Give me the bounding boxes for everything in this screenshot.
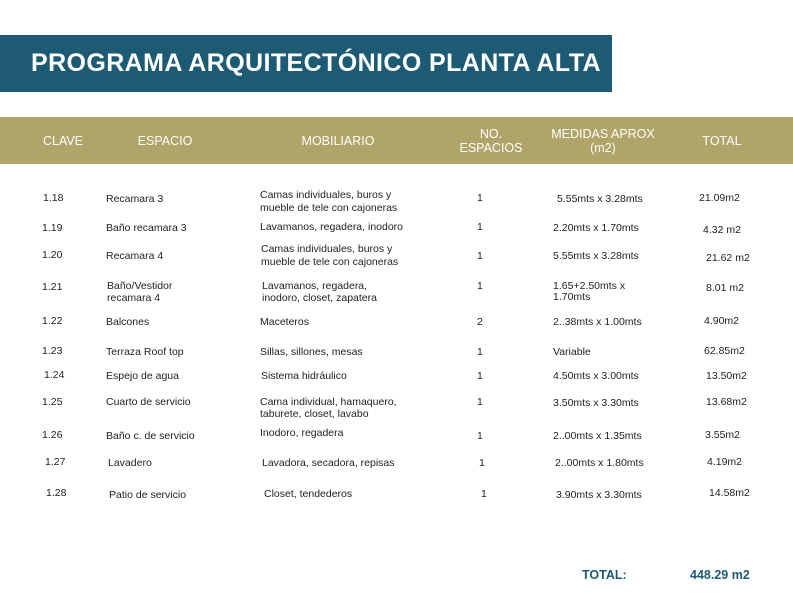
- row-mobiliario: mueble de tele con cajoneras: [261, 256, 399, 268]
- column-header-medidas-line2: (m2): [590, 140, 616, 155]
- row-no-espacios: 1: [477, 346, 483, 358]
- column-header-espacio: ESPACIO: [137, 133, 193, 148]
- column-header-no-espacios: [446, 117, 536, 164]
- row-medidas: 2..00mts x 1.35mts: [553, 430, 642, 442]
- row-mobiliario: Closet, tendederos: [264, 488, 353, 500]
- row-medidas: 5.55mts x 3.28mts: [557, 193, 643, 205]
- row-total: 3.55m2: [705, 429, 741, 441]
- row-espacio: Espejo de agua: [106, 370, 179, 382]
- row-no-espacios: 1: [477, 250, 483, 262]
- row-espacio: recamara 4: [107, 292, 161, 304]
- row-mobiliario: Camas individuales, buros y: [260, 189, 392, 201]
- row-espacio: Baño/Vestidor: [107, 280, 173, 292]
- row-total: 13.50m2: [706, 370, 747, 382]
- row-medidas: 3.50mts x 3.30mts: [553, 397, 639, 409]
- row-medidas: 2.20mts x 1.70mts: [553, 222, 639, 234]
- grand-total-value: 448.29 m2: [690, 568, 750, 582]
- row-no-espacios: 1: [481, 488, 487, 500]
- column-header-total: TOTAL: [702, 133, 742, 148]
- row-clave: 1.24: [44, 369, 65, 381]
- row-espacio: Patio de servicio: [109, 489, 187, 501]
- row-clave: 1.28: [46, 487, 67, 499]
- row-espacio: Recamara 3: [106, 193, 164, 205]
- table-header: [0, 117, 793, 164]
- column-header-medidas-line1: MEDIDAS APROX: [551, 126, 655, 141]
- row-clave: 1.20: [42, 249, 63, 261]
- row-no-espacios: 1: [477, 192, 483, 204]
- row-mobiliario: taburete, closet, lavabo: [260, 408, 369, 420]
- row-espacio: Terraza Roof top: [106, 346, 184, 358]
- row-mobiliario: Lavadora, secadora, repisas: [262, 457, 395, 469]
- row-no-espacios: 1: [477, 430, 483, 442]
- row-medidas: Variable: [553, 346, 591, 358]
- row-clave: 1.22: [42, 315, 63, 327]
- row-total: 13.68m2: [706, 396, 747, 408]
- column-header-clave: CLAVE: [42, 133, 84, 148]
- row-mobiliario: Lavamanos, regadera,: [262, 280, 368, 292]
- column-header-no-espacios-line1: NO.: [479, 126, 503, 141]
- row-clave: 1.27: [45, 456, 66, 468]
- row-espacio: Cuarto de servicio: [106, 396, 191, 408]
- page-title: PROGRAMA ARQUITECTÓNICO PLANTA ALTA: [0, 35, 612, 92]
- row-espacio: Recamara 4: [106, 250, 164, 262]
- row-espacio: Baño c. de servicio: [106, 430, 195, 442]
- row-clave: 1.23: [42, 345, 63, 357]
- row-espacio: Baño recamara 3: [106, 222, 187, 234]
- row-espacio: Lavadero: [108, 457, 152, 469]
- row-clave: 1.21: [42, 281, 63, 293]
- row-no-espacios: 2: [477, 316, 483, 328]
- row-total: 8.01 m2: [706, 282, 744, 294]
- row-no-espacios: 1: [477, 396, 483, 408]
- row-clave: 1.18: [43, 192, 64, 204]
- row-no-espacios: 1: [477, 280, 483, 292]
- row-mobiliario: inodoro, closet, zapatera: [262, 292, 377, 304]
- row-total: 4.90m2: [704, 315, 740, 327]
- row-total: 62.85m2: [704, 345, 745, 357]
- column-header-medidas: [538, 117, 668, 164]
- row-no-espacios: 1: [479, 457, 485, 469]
- row-total: 21.09m2: [699, 192, 740, 204]
- grand-total-label: TOTAL:: [582, 568, 627, 582]
- row-mobiliario: mueble de tele con cajoneras: [260, 202, 398, 214]
- row-medidas: 1.70mts: [553, 291, 591, 303]
- row-medidas: 1.65+2.50mts x: [553, 280, 626, 292]
- row-total: 14.58m2: [709, 487, 750, 499]
- row-mobiliario: Maceteros: [260, 316, 310, 328]
- column-header-mobiliario: MOBILIARIO: [301, 133, 375, 148]
- row-espacio: Balcones: [106, 316, 150, 328]
- row-mobiliario: Sillas, sillones, mesas: [260, 346, 363, 358]
- row-clave: 1.25: [42, 396, 63, 408]
- row-no-espacios: 1: [477, 370, 483, 382]
- row-mobiliario: Lavamanos, regadera, inodoro: [260, 221, 404, 233]
- row-mobiliario: Sistema hidráulico: [261, 370, 347, 382]
- row-clave: 1.19: [42, 222, 63, 234]
- row-total: 4.32 m2: [703, 224, 741, 236]
- row-clave: 1.26: [42, 429, 63, 441]
- row-medidas: 2..00mts x 1.80mts: [555, 457, 644, 469]
- row-mobiliario: Cama individual, hamaquero,: [260, 396, 397, 408]
- row-no-espacios: 1: [477, 221, 483, 233]
- row-mobiliario: Camas individuales, buros y: [261, 243, 393, 255]
- column-header-no-espacios-line2: ESPACIOS: [459, 140, 523, 155]
- row-total: 4.19m2: [707, 456, 743, 468]
- row-medidas: 2..38mts x 1.00mts: [553, 316, 642, 328]
- row-total: 21.62 m2: [706, 252, 750, 264]
- row-mobiliario: Inodoro, regadera: [260, 427, 344, 439]
- row-medidas: 4.50mts x 3.00mts: [553, 370, 639, 382]
- row-medidas: 5.55mts x 3.28mts: [553, 250, 639, 262]
- row-medidas: 3.90mts x 3.30mts: [556, 489, 642, 501]
